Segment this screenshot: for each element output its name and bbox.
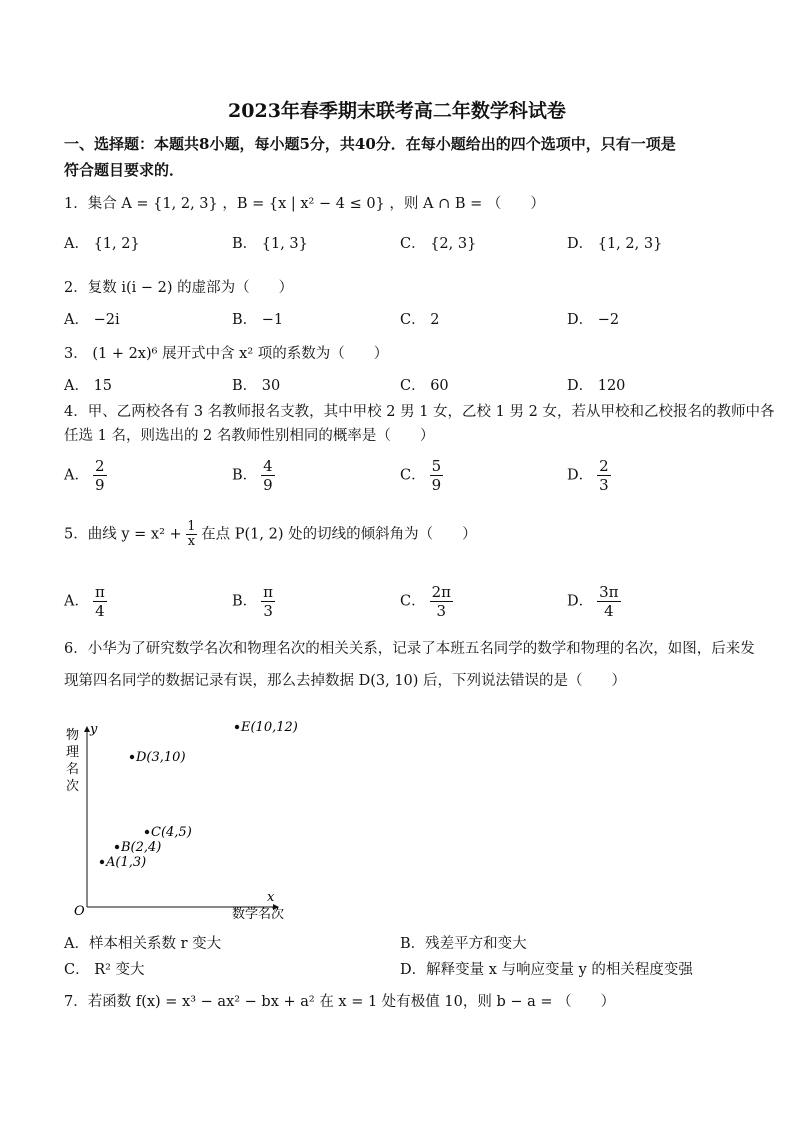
scatter-point-label: C(4,5)	[151, 825, 192, 840]
scatter-point	[115, 845, 119, 849]
question-2-option-c[interactable]: C． 2	[400, 312, 440, 328]
scatter-point-label: B(2,4)	[121, 840, 162, 855]
scatter-point-label: D(3,10)	[136, 750, 186, 765]
scatter-point-label: A(1,3)	[106, 855, 147, 870]
y-axis-label-char: 次	[66, 779, 80, 794]
fraction: $\frac{1}{x}$	[187, 519, 196, 549]
x-axis-letter: x	[267, 890, 275, 905]
question-7-stem: 7．若函数 f(x) = x³ − ax² − bx + a² 在 x = 1 处有极值 10，则 b − a = （ ）	[64, 994, 616, 1010]
y-axis-label	[66, 727, 79, 794]
question-4-option-d[interactable]: D． $\frac{2}{3}$	[567, 457, 609, 494]
question-5-option-c[interactable]: C． $\frac{2\pi}{3}$	[400, 583, 452, 620]
question-4-option-c[interactable]: C． $\frac{5}{9}$	[400, 457, 442, 494]
question-2-option-a[interactable]: A． −2i	[64, 312, 120, 328]
exam-title: 2023年春季期末联考高二年数学科试卷	[228, 100, 566, 122]
question-3-option-a[interactable]: A． 15	[64, 378, 113, 394]
question-1-stem: 1．集合 A = {1, 2, 3} ，B = {x | x² − 4 ≤ 0} ，则 A ∩ B = （ ）	[64, 196, 545, 212]
question-2-option-b[interactable]: B． −1	[232, 312, 284, 328]
section-header-line1: 一、选择题：本题共8小题，每小题5分，共40分．在每小题给出的四个选项中，只有一项是	[64, 135, 676, 153]
question-3-option-b[interactable]: B． 30	[232, 378, 281, 394]
y-axis-label-char: 名	[66, 762, 80, 777]
question-6-option-a[interactable]: A．样本相关系数 r 变大	[64, 936, 222, 952]
question-6-option-b[interactable]: B．残差平方和变大	[400, 936, 527, 952]
fraction: $\frac{2\pi}{3}$	[431, 583, 452, 620]
question-6-stem-line2: 现第四名同学的数据记录有误，那么去掉数据 D(3, 10) 后，下列说法错误的是（ ）	[64, 673, 627, 689]
scatter-plot	[60, 705, 300, 930]
fraction: $\frac{5}{9}$	[431, 457, 442, 494]
fraction: $\frac{2}{9}$	[94, 457, 105, 494]
question-4-option-b[interactable]: B． $\frac{4}{9}$	[232, 457, 273, 494]
origin-label: O	[74, 904, 85, 919]
scatter-point	[130, 755, 134, 759]
scatter-point	[145, 830, 149, 834]
fraction: $\frac{4}{9}$	[263, 457, 273, 494]
question-1-option-a[interactable]: A． {1, 2}	[64, 236, 140, 252]
question-4-stem-line1: 4．甲、乙两校各有 3 名教师报名支教，其中甲校 2 男 1 女，乙校 1 男 2 女，若从甲校和乙校报名的教师中各	[64, 404, 775, 420]
question-2-stem: 2．复数 i(i − 2) 的虚部为（ ）	[64, 280, 294, 296]
y-axis-label-char: 理	[66, 745, 80, 760]
question-3-option-c[interactable]: C． 60	[400, 378, 449, 394]
y-axis-label-char: 物	[66, 728, 80, 743]
question-5-option-a[interactable]: A． $\frac{\pi}{4}$	[64, 583, 105, 620]
question-5-stem: 5．曲线 y = x² + $\frac{1}{x}$ 在点 P(1, 2) 处的切线的倾斜角为（ ）	[64, 519, 477, 549]
question-5-option-d[interactable]: D． $\frac{3\pi}{4}$	[567, 583, 619, 620]
y-axis-letter: y	[90, 722, 98, 737]
fraction: $\frac{3\pi}{4}$	[599, 583, 619, 620]
fraction: $\frac{2}{3}$	[599, 457, 609, 494]
scatter-point-label: E(10,12)	[241, 720, 298, 735]
fraction: $\frac{\pi}{4}$	[94, 583, 105, 620]
question-6-option-c[interactable]: C． R² 变大	[64, 962, 145, 978]
scatter-points	[100, 720, 298, 870]
question-3-stem: 3． (1 + 2x)⁶ 展开式中含 x² 项的系数为（ ）	[64, 346, 389, 362]
scatter-point	[235, 725, 239, 729]
question-6-option-d[interactable]: D．解释变量 x 与响应变量 y 的相关程度变强	[400, 962, 693, 978]
question-4-option-a[interactable]: A． $\frac{2}{9}$	[64, 457, 105, 494]
x-axis-label: 数学名次	[232, 907, 285, 922]
question-1-option-c[interactable]: C． {2, 3}	[400, 236, 477, 252]
fraction: $\frac{\pi}{3}$	[263, 583, 274, 620]
question-6-stem-line1: 6．小华为了研究数学名次和物理名次的相关关系，记录了本班五名同学的数学和物理的名次，如图，后来发	[64, 641, 755, 657]
section-header-line2: 符合题目要求的．	[64, 161, 185, 179]
question-3-option-d[interactable]: D． 120	[567, 378, 626, 394]
question-1-option-d[interactable]: D． {1, 2, 3}	[567, 236, 663, 252]
question-2-option-d[interactable]: D． −2	[567, 312, 620, 328]
question-1-option-b[interactable]: B． {1, 3}	[232, 236, 308, 252]
scatter-point	[100, 860, 104, 864]
question-5-option-b[interactable]: B． $\frac{\pi}{3}$	[232, 583, 274, 620]
question-4-stem-line2: 任选 1 名，则选出的 2 名教师性别相同的概率是（ ）	[64, 428, 435, 444]
